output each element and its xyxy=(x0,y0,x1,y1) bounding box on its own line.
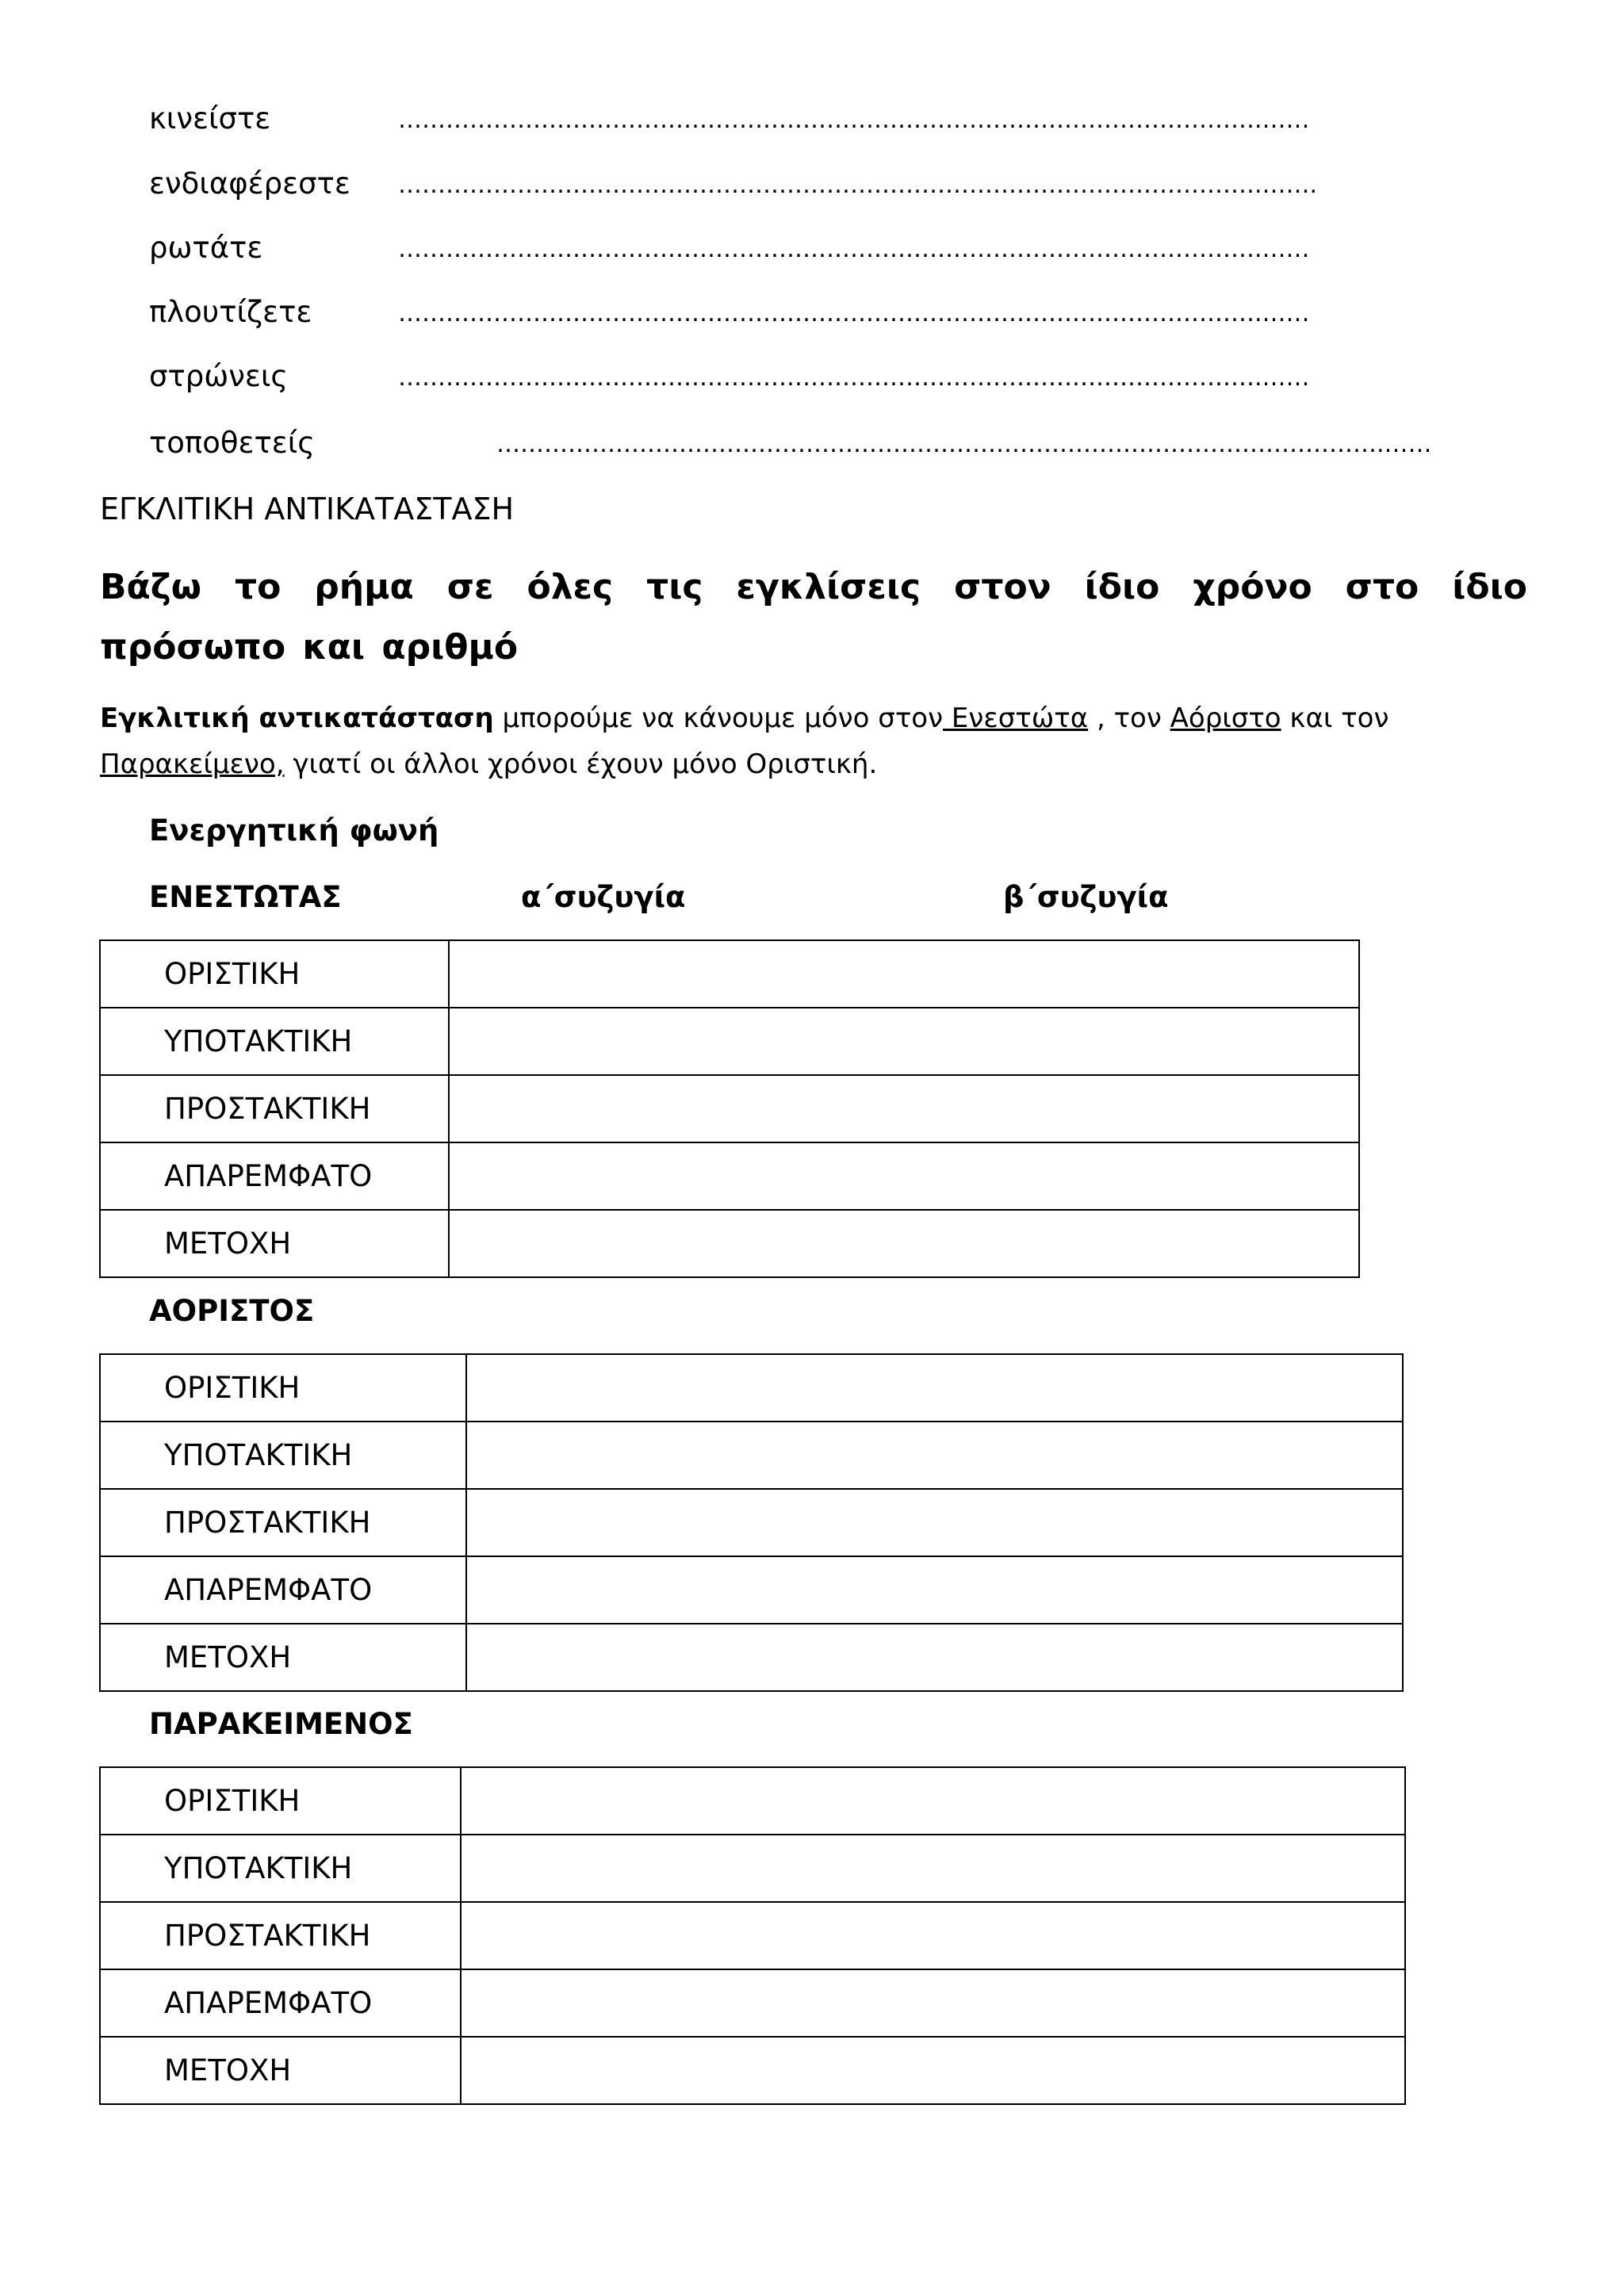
section-heading: ΕΓΚΛΙΤΙΚΗ ΑΝΤΙΚΑΤΑΣΤΑΣΗ xyxy=(100,492,515,526)
verb-label: ρωτάτε xyxy=(149,231,263,265)
verb-label: πλουτίζετε xyxy=(149,295,312,329)
answer-cell[interactable] xyxy=(461,1835,1405,1902)
answer-cell[interactable] xyxy=(461,1902,1405,1969)
voice-label: Ενεργητική φωνή xyxy=(149,813,439,848)
intro-present: Ενεστώτα xyxy=(943,702,1089,734)
mood-label: ΠΡΟΣΤΑΚΤΙΚΗ xyxy=(100,1075,449,1142)
table-row xyxy=(100,1835,1405,1902)
verb-label: τοποθετείς xyxy=(149,426,315,460)
instruction-title: Βάζω το ρήμα σε όλες τις εγκλίσεις στον ίδιο χρόνο στο ίδιο πρόσωπο και αριθμό xyxy=(100,567,1527,668)
table-row xyxy=(100,2037,1405,2104)
table-row xyxy=(100,1422,1403,1489)
table-row xyxy=(100,1489,1403,1556)
mood-label: ΟΡΙΣΤΙΚΗ xyxy=(100,1354,466,1422)
table-row xyxy=(100,1008,1359,1075)
answer-cell[interactable] xyxy=(466,1354,1403,1422)
intro-text: , τον xyxy=(1088,702,1170,734)
answer-cell[interactable] xyxy=(461,1969,1405,2037)
perfect-label: ΠΑΡΑΚΕΙΜΕΝΟΣ xyxy=(149,1707,413,1741)
answer-cell[interactable] xyxy=(466,1489,1403,1556)
present-table xyxy=(99,939,1360,1278)
intro-text: και τον xyxy=(1281,702,1389,734)
mood-label: ΟΡΙΣΤΙΚΗ xyxy=(100,1767,461,1835)
mood-label: ΠΡΟΣΤΑΚΤΙΚΗ xyxy=(100,1902,461,1969)
table-row xyxy=(100,1556,1403,1624)
intro-text: μπορούμε να κάνουμε μόνο στον xyxy=(493,702,944,734)
mood-label: ΜΕΤΟΧΗ xyxy=(100,1210,449,1277)
intro-aorist: Αόριστο xyxy=(1170,702,1281,734)
intro-perfect: Παρακείμενο, xyxy=(100,748,285,780)
mood-label: ΑΠΑΡΕΜΦΑΤΟ xyxy=(100,1142,449,1210)
table-row xyxy=(100,1969,1405,2037)
conjugation-a-label: α΄συζυγία xyxy=(521,880,686,914)
verb-label: κινείστε xyxy=(149,101,271,136)
answer-cell[interactable] xyxy=(449,1142,1359,1210)
answer-line[interactable]: ………………………………………………………………………………………………….…… xyxy=(496,430,1432,458)
answer-line[interactable]: ……………………………………………………………………………………………….…… xyxy=(398,106,1310,134)
mood-label: ΥΠΟΤΑΚΤΙΚΗ xyxy=(100,1835,461,1902)
answer-cell[interactable] xyxy=(461,2037,1405,2104)
perfect-table xyxy=(99,1766,1406,2105)
present-label: ΕΝΕΣΤΩΤΑΣ xyxy=(149,880,342,914)
answer-cell[interactable] xyxy=(449,1008,1359,1075)
mood-label: ΥΠΟΤΑΚΤΙΚΗ xyxy=(100,1008,449,1075)
conjugation-b-label: β΄συζυγία xyxy=(1003,880,1169,914)
table-row xyxy=(100,1902,1405,1969)
intro-paragraph xyxy=(100,695,1519,787)
verb-label: ενδιαφέρεστε xyxy=(149,166,350,201)
intro-bold: Εγκλιτική αντικατάσταση xyxy=(100,702,494,734)
answer-cell[interactable] xyxy=(466,1422,1403,1489)
aorist-label: ΑΟΡΙΣΤΟΣ xyxy=(149,1294,315,1328)
answer-line[interactable]: ……………………………………………………………………………………………….…… xyxy=(398,364,1310,392)
aorist-table xyxy=(99,1353,1404,1692)
mood-label: ΜΕΤΟΧΗ xyxy=(100,1624,466,1691)
mood-label: ΑΠΑΡΕΜΦΑΤΟ xyxy=(100,1969,461,2037)
table-row xyxy=(100,1075,1359,1142)
mood-label: ΥΠΟΤΑΚΤΙΚΗ xyxy=(100,1422,466,1489)
answer-cell[interactable] xyxy=(461,1767,1405,1835)
answer-line[interactable]: ……………………………………………………………………………………………….…… xyxy=(398,235,1310,263)
table-row xyxy=(100,940,1359,1008)
answer-cell[interactable] xyxy=(466,1624,1403,1691)
mood-label: ΜΕΤΟΧΗ xyxy=(100,2037,461,2104)
table-row xyxy=(100,1210,1359,1277)
answer-line[interactable]: ……………………………………………………………………………………………….……. xyxy=(398,171,1318,199)
table-row xyxy=(100,1767,1405,1835)
table-row xyxy=(100,1354,1403,1422)
table-row xyxy=(100,1142,1359,1210)
answer-line[interactable]: ……………………………………………………………………………………………….…… xyxy=(398,300,1310,327)
mood-label: ΑΠΑΡΕΜΦΑΤΟ xyxy=(100,1556,466,1624)
answer-cell[interactable] xyxy=(449,1075,1359,1142)
table-row xyxy=(100,1624,1403,1691)
verb-label: στρώνεις xyxy=(149,359,289,393)
answer-cell[interactable] xyxy=(449,1210,1359,1277)
mood-label: ΠΡΟΣΤΑΚΤΙΚΗ xyxy=(100,1489,466,1556)
mood-label: ΟΡΙΣΤΙΚΗ xyxy=(100,940,449,1008)
intro-text: γιατί οι άλλοι χρόνοι έχουν μόνο Οριστική. xyxy=(284,748,878,780)
answer-cell[interactable] xyxy=(466,1556,1403,1624)
answer-cell[interactable] xyxy=(449,940,1359,1008)
